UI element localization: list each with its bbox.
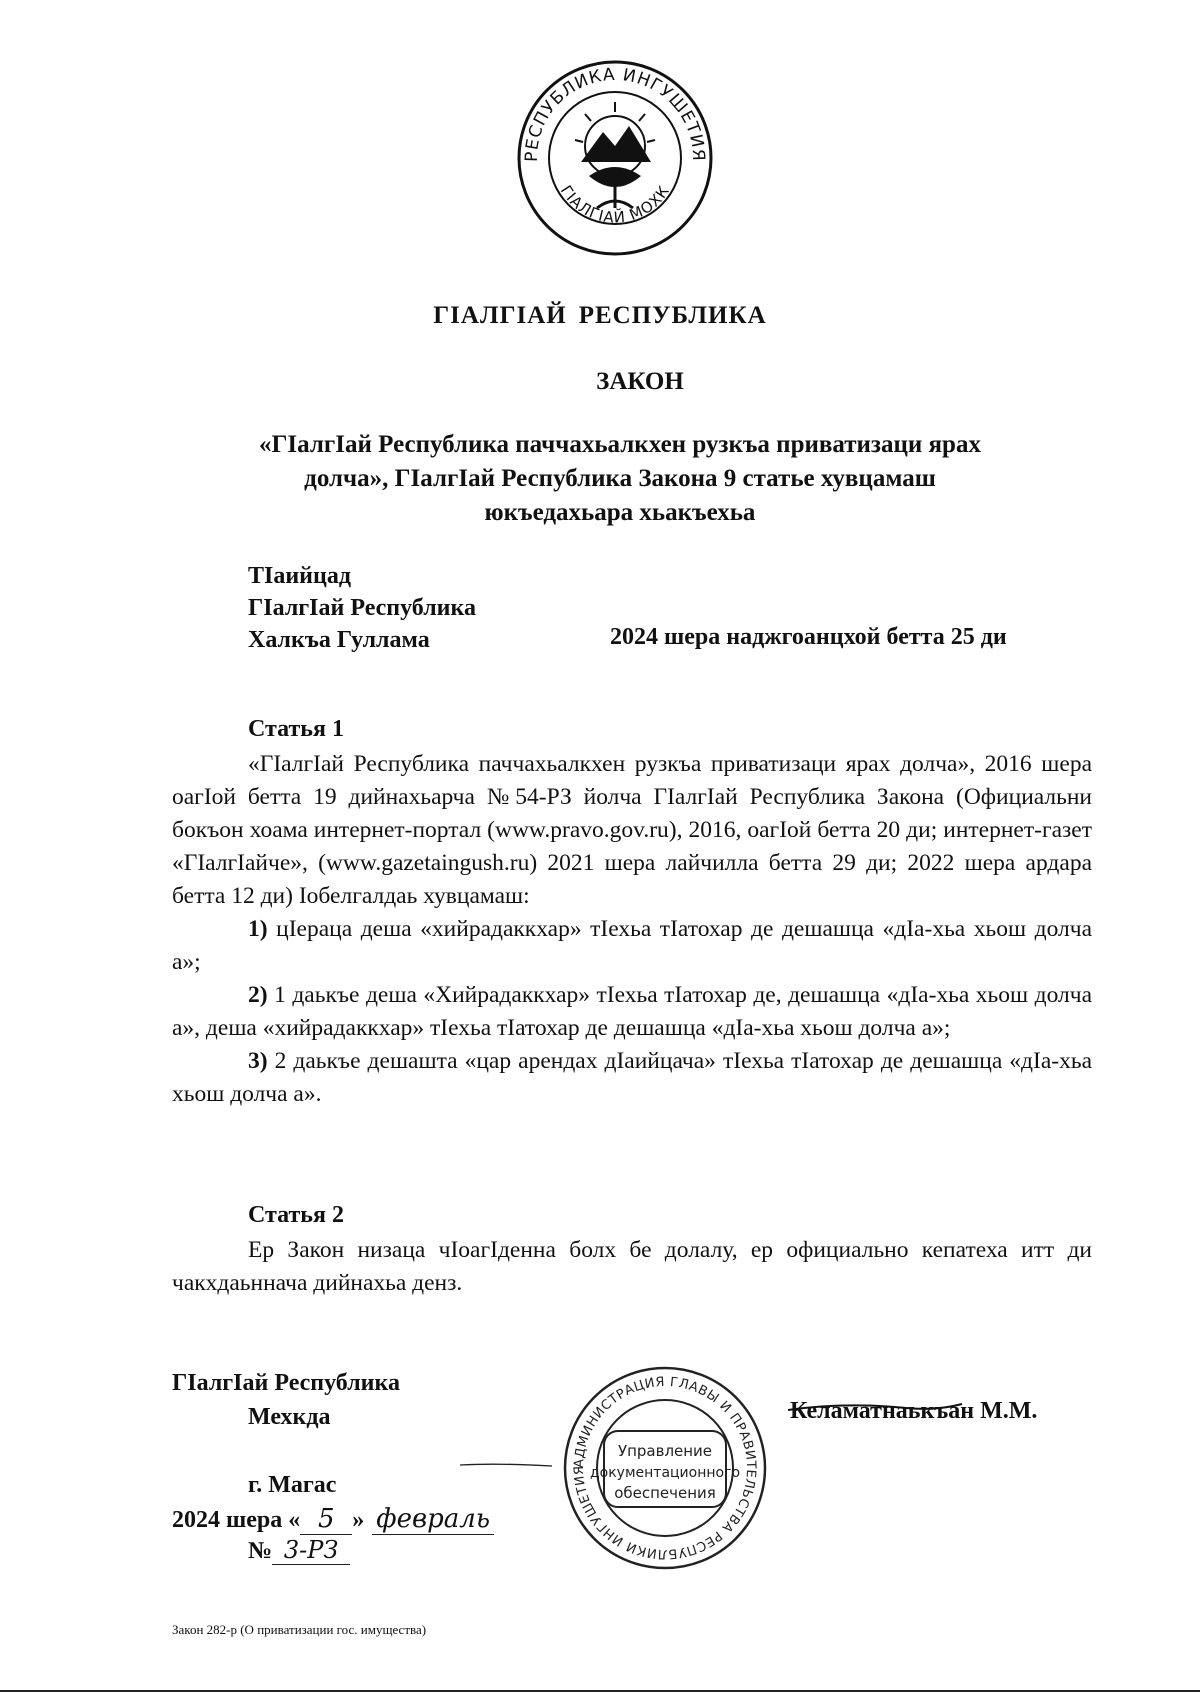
republic-heading: ГIАЛГIАЙ РЕСПУБЛИКА bbox=[433, 302, 767, 329]
document-type-heading: ЗАКОН bbox=[596, 368, 684, 395]
article-1-intro: «ГIалгIай Республика паччахьалкхен рузкъа приватизаци ярах долча», 2016 шера оагIой бетта 19 дийнахьарча №54-РЗ йолча ГIалгIай Республика Закона (Официальни бокъон хоама интернет-портал (www.pravo.gov.ru), 2016, оагIой бетта 20 ди; интернет-газет «ГIалгIайче», (www.gazetaingush.ru) 2021 шера лайчилла бетта 29 ди; 2022 шера ардара бетта 12 ди) Iобелгалдаь хувцамаш: bbox=[172, 751, 1092, 909]
article-2-text: Ер Закон низаца чIоагIденна болх бе долалу, ер официально кепатеха итт ди чакхдаьннача дийнахьа денз. bbox=[172, 1237, 1092, 1296]
svg-text:Управление: Управление bbox=[617, 1442, 713, 1460]
law-title: «ГIалгIай Республика паччахьалкхен рузкъа приватизаци ярах долча», ГIалгIай Республика Закона 9 статье хувцамаш юкъедахьара хьакъехьа bbox=[259, 431, 981, 526]
article-1-item: 1) цIераца деша «хийрадаккхар» тIехьа тIатохар де дешашца «дIа-хьа хьош долча а»; bbox=[172, 916, 1092, 975]
registration-number: № 3-РЗ bbox=[248, 1536, 350, 1565]
article-1-body bbox=[172, 748, 1092, 1111]
footer-note: Закон 282-р (О приватизации гос. имущества) bbox=[172, 1622, 427, 1637]
handwritten-number: 3-РЗ bbox=[272, 1536, 350, 1565]
handwritten-month: февраль bbox=[372, 1504, 494, 1535]
scan-edge-line bbox=[0, 1690, 1200, 1692]
svg-text:АДМИНИСТРАЦИЯ ГЛАВЫ И ПРАВИТЕЛ: АДМИНИСТРАЦИЯ ГЛАВЫ И ПРАВИТЕЛЬСТВА РЕСПУБЛИКИ ИНГУШЕТИЯ bbox=[571, 1374, 759, 1562]
official-stamp-icon bbox=[560, 1363, 770, 1573]
article-2-title: Статья 2 bbox=[248, 1202, 344, 1228]
article-2-body bbox=[172, 1234, 1092, 1300]
svg-text:обеспечения: обеспечения bbox=[614, 1484, 716, 1502]
pen-stroke-decoration bbox=[458, 1462, 554, 1468]
article-1-title: Статья 1 bbox=[248, 716, 344, 742]
adoption-authority: ТIаийцад ГIалгIай Республика Халкъа Гуллама bbox=[248, 563, 476, 653]
svg-text:ГIАЛГIАЙ МОХК: ГIАЛГIАЙ МОХК bbox=[556, 182, 674, 227]
adoption-date: 2024 шера наджгоанцхой бетта 25 ди bbox=[610, 624, 1007, 650]
article-1-item: 2) 1 даькъе деша «Хийрадаккхар» тIехьа тIатохар де, дешашца «дIа-хьа хьош долча а», деша «хийрадаккхар» тIехьа тIатохар де дешашца «дIа-хьа хьош долча а»; bbox=[172, 982, 1093, 1041]
signing-city: г. Магас bbox=[248, 1472, 337, 1498]
signatory-position: ГIалгIай Республика Мехкда bbox=[172, 1370, 400, 1430]
handwritten-day: 5 bbox=[300, 1504, 352, 1535]
svg-text:РЕСПУБЛИКА ИНГУШЕТИЯ: РЕСПУБЛИКА ИНГУШЕТИЯ bbox=[521, 64, 709, 163]
svg-text:документационного: документационного bbox=[589, 1465, 741, 1481]
signatory-name: Келаматнаькъан М.М. bbox=[790, 1398, 1038, 1424]
ingushetia-emblem-icon bbox=[515, 58, 715, 258]
signing-date: 2024 шера « 5 » февраль bbox=[172, 1504, 494, 1535]
article-1-item: 3) 2 даькъе дешашта «цар арендах дIаийцача» тIехьа тIатохар де дешашца «дIа-хьа хьош долча а». bbox=[172, 1048, 1092, 1107]
